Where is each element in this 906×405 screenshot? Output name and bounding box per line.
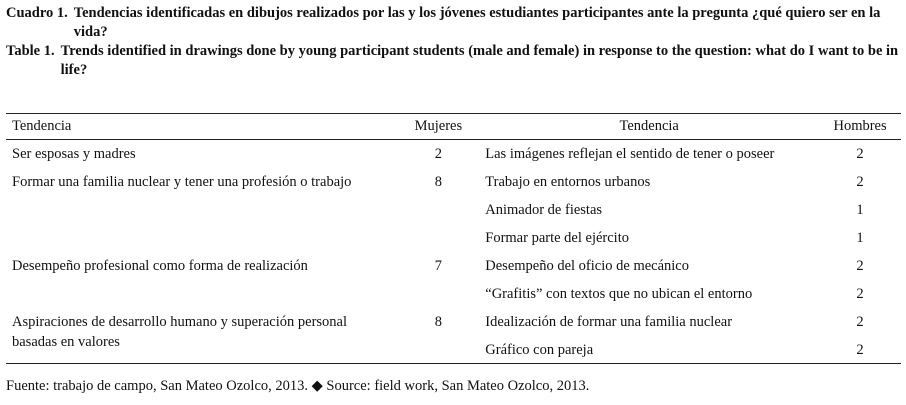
caption-spanish [6, 4, 902, 42]
men-count-cell: 1 [856, 229, 864, 246]
men-trend-cell: Trabajo en entornos urbanos [485, 173, 651, 190]
men-trend-cell: Formar parte del ejército [485, 229, 629, 246]
caption-english-text: Trends identified in drawings done by young participant students (male and female) in response to the question: what do I want to be in life? [60, 43, 899, 78]
caption-english-label: Table 1. [6, 43, 55, 59]
table-row [6, 140, 901, 168]
women-count-cell: 2 [434, 146, 442, 162]
table-row [6, 168, 901, 196]
women-trend-cell: Desempeño profesional como forma de realización [12, 257, 308, 274]
header-men: Hombres [819, 114, 901, 140]
women-trend-cell: Aspiraciones de desarrollo humano y superación personal basadas en valores [6, 308, 397, 364]
women-trend-cell: Ser esposas y madres [12, 146, 136, 162]
caption-spanish-text: Tendencias identificadas en dibujos realizados por las y los jóvenes estudiantes participantes ante la pregunta ¿qué quiero ser en la vida? [73, 5, 881, 40]
men-count-cell: 2 [856, 257, 864, 274]
women-count-cell: 8 [434, 173, 442, 190]
header-men-trend: Tendencia [479, 114, 819, 140]
men-count-cell: 2 [856, 313, 864, 330]
table-row [6, 252, 901, 280]
men-count-cell: 2 [856, 146, 864, 162]
men-count-cell: 2 [819, 336, 901, 364]
header-women: Mujeres [397, 114, 479, 140]
men-trend-cell: Las imágenes reflejan el sentido de tener o poseer [485, 146, 775, 162]
men-count-cell: 1 [856, 201, 864, 218]
source-note: Fuente: trabajo de campo, San Mateo Ozolco, 2013. ◆ Source: field work, San Mateo Ozolco, 2013. [6, 378, 590, 394]
table-captions [6, 4, 902, 80]
header-women-trend: Tendencia [6, 114, 397, 140]
women-trend-cell: Formar una familia nuclear y tener una profesión o trabajo [12, 173, 352, 190]
men-trend-cell: Desempeño del oficio de mecánico [485, 257, 689, 274]
women-count-cell: 7 [434, 257, 442, 274]
caption-english [6, 42, 902, 80]
women-count-cell: 8 [397, 308, 479, 364]
trends-table [6, 113, 901, 364]
table-row [6, 308, 901, 336]
header-row [6, 114, 901, 140]
men-trend-cell: Idealización de formar una familia nuclear [485, 313, 733, 330]
caption-spanish-label: Cuadro 1. [6, 5, 68, 21]
men-count-cell: 2 [856, 173, 864, 190]
men-count-cell: 2 [856, 285, 864, 302]
men-trend-cell: “Grafitis” con textos que no ubican el entorno [485, 285, 753, 302]
men-trend-cell: Animador de fiestas [485, 201, 603, 218]
men-trend-cell: Gráfico con pareja [479, 336, 819, 364]
